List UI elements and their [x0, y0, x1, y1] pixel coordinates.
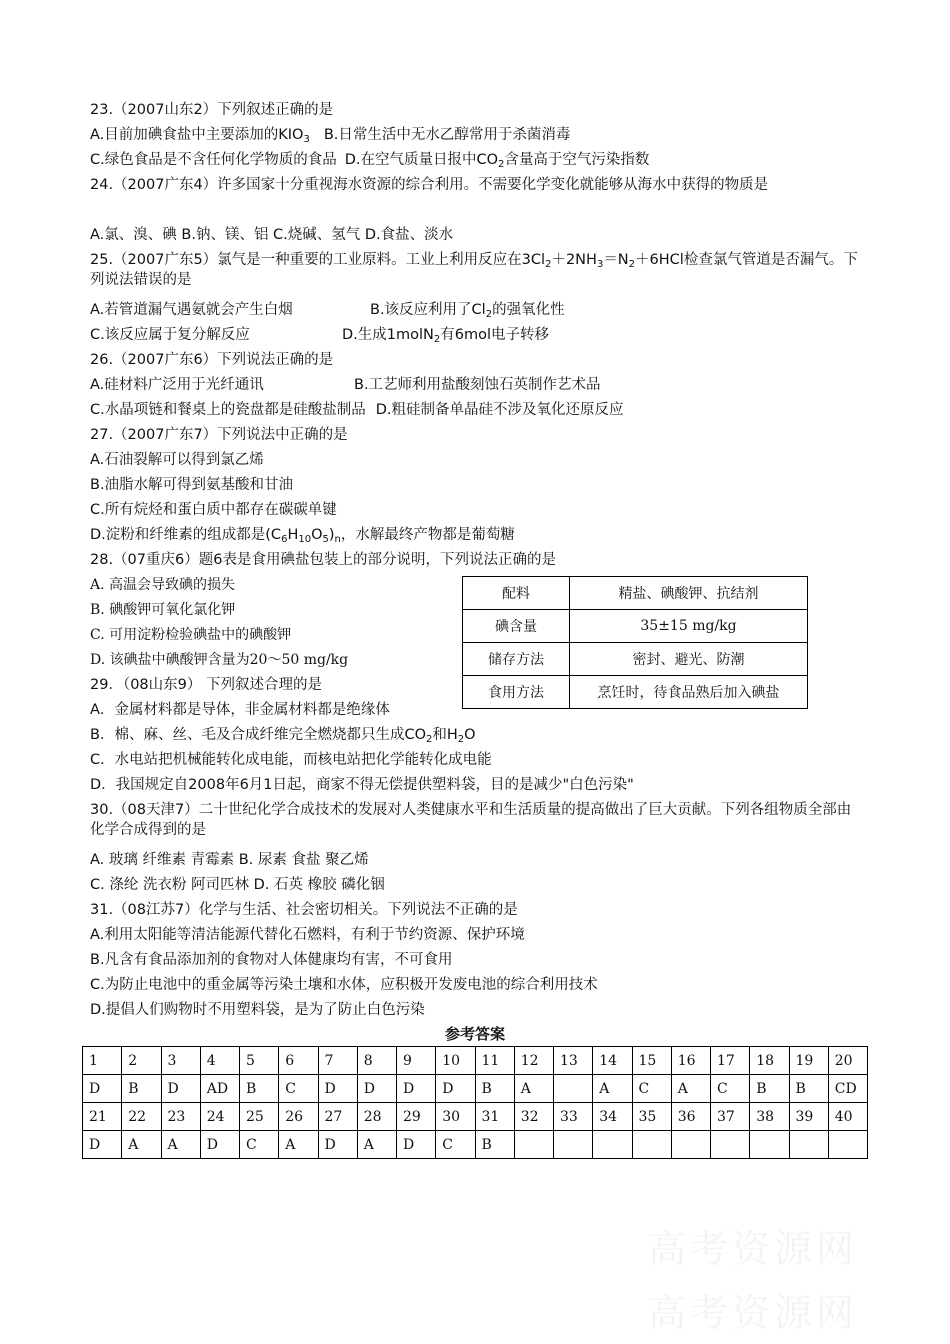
- iodized-salt-info-table: [462, 576, 808, 709]
- table-row: [463, 610, 808, 643]
- question-number-cell: 6: [279, 1047, 318, 1075]
- q24-stem: 24.（2007广东4）许多国家十分重视海水资源的综合利用。不需要化学变化就能够从海水中获得的物质是: [90, 177, 769, 193]
- q28-option-b: B. 碘酸钾可氧化氯化钾: [90, 602, 236, 618]
- question-number-cell: 37: [711, 1103, 750, 1131]
- table-cell-value: 密封、避光、防潮: [570, 643, 808, 676]
- table-row: [463, 577, 808, 610]
- answer-cell: [554, 1131, 593, 1159]
- q30-options-cd: C. 涤纶 洗衣粉 阿司匹林 D. 石英 橡胶 磷化铟: [90, 877, 385, 893]
- answer-cell: A: [671, 1075, 710, 1103]
- table-row: [83, 1103, 868, 1131]
- question-number-cell: 12: [514, 1047, 553, 1075]
- q27-stem: 27.（2007广东7）下列说法中正确的是: [90, 427, 348, 443]
- question-number-cell: 13: [554, 1047, 593, 1075]
- q31-option-b: B.凡含有食品添加剂的食物对人体健康均有害，不可食用: [90, 952, 453, 968]
- question-number-cell: 9: [397, 1047, 436, 1075]
- q29-option-a: A．金属材料都是导体，非金属材料都是绝缘体: [90, 702, 390, 718]
- answer-key-table: [82, 1046, 868, 1159]
- q27-option-c: C.所有烷烃和蛋白质中都存在碳碳单键: [90, 502, 337, 518]
- question-number-cell: 38: [750, 1103, 789, 1131]
- table-cell-key: 储存方法: [463, 643, 570, 676]
- q26-options-cd: C.水晶项链和餐桌上的瓷盘都是硅酸盐制品 D.粗硅制备单晶硅不涉及氧化还原反应: [90, 402, 624, 418]
- question-number-cell: 22: [122, 1103, 161, 1131]
- table-cell-value: 烹饪时，待食品熟后加入碘盐: [570, 676, 808, 709]
- question-number-cell: 3: [161, 1047, 200, 1075]
- question-number-cell: 14: [593, 1047, 632, 1075]
- answer-cell: B: [475, 1131, 514, 1159]
- question-number-cell: 11: [475, 1047, 514, 1075]
- table-cell-key: 配料: [463, 577, 570, 610]
- answer-cell: B: [240, 1075, 279, 1103]
- table-row: [83, 1047, 868, 1075]
- table-cell-key: 碘含量: [463, 610, 570, 643]
- q24-options: A.氯、溴、碘 B.钠、镁、铝 C.烧碱、氢气 D.食盐、淡水: [90, 227, 454, 243]
- question-number-cell: 24: [200, 1103, 239, 1131]
- answer-cell: C: [711, 1075, 750, 1103]
- answer-cell: [750, 1131, 789, 1159]
- q31-option-c: C.为防止电池中的重金属等污染土壤和水体，应积极开发废电池的综合利用技术: [90, 977, 598, 993]
- answer-cell: D: [357, 1075, 396, 1103]
- answer-cell: D: [200, 1131, 239, 1159]
- answer-cell: CD: [828, 1075, 867, 1103]
- answer-cell: A: [514, 1075, 553, 1103]
- table-row: [83, 1131, 868, 1159]
- q26-options-ab: A.硅材料广泛用于光纤通讯 B.工艺师利用盐酸刻蚀石英制作艺术品: [90, 377, 601, 393]
- answer-cell: D: [436, 1075, 475, 1103]
- answer-cell: A: [593, 1075, 632, 1103]
- question-number-cell: 39: [789, 1103, 828, 1131]
- answer-cell: C: [279, 1075, 318, 1103]
- q28-option-c: C. 可用淀粉检验碘盐中的碘酸钾: [90, 627, 292, 643]
- question-number-cell: 19: [789, 1047, 828, 1075]
- table-row: [463, 643, 808, 676]
- answer-key-title: 参考答案: [444, 1025, 505, 1043]
- q25-options-ab: A.若管道漏气遇氨就会产生白烟 B.该反应利用了$Cl_2$的强氧化性: [90, 302, 565, 320]
- q23-options-cd: C.绿色食品是不含任何化学物质的食品 D.在空气质量日报中$CO_2$含量高于空气污染指数: [90, 152, 650, 170]
- answer-cell: C: [240, 1131, 279, 1159]
- answer-cell: D: [83, 1131, 122, 1159]
- question-number-cell: 21: [83, 1103, 122, 1131]
- question-number-cell: 33: [554, 1103, 593, 1131]
- table-cell-value: 35±15 mg/kg: [570, 610, 808, 643]
- watermark-text: 高考资源网: [647, 1227, 858, 1271]
- answer-cell: [554, 1075, 593, 1103]
- answer-cell: D: [397, 1131, 436, 1159]
- q31-option-d: D.提倡人们购物时不用塑料袋，是为了防止白色污染: [90, 1002, 425, 1018]
- table-cell-value: 精盐、碘酸钾、抗结剂: [570, 577, 808, 610]
- q23-options-ab: A.目前加碘食盐中主要添加的$KIO_3$ B.日常生活中无水乙醇常用于杀菌消毒: [90, 127, 571, 145]
- question-number-cell: 26: [279, 1103, 318, 1131]
- answer-cell: [828, 1131, 867, 1159]
- q30-options-ab: A. 玻璃 纤维素 青霉素 B. 尿素 食盐 聚乙烯: [90, 852, 369, 868]
- answer-cell: [514, 1131, 553, 1159]
- answer-cell: AD: [200, 1075, 239, 1103]
- answer-cell: B: [789, 1075, 828, 1103]
- answer-cell: A: [122, 1131, 161, 1159]
- question-number-cell: 31: [475, 1103, 514, 1131]
- answer-cell: A: [357, 1131, 396, 1159]
- question-number-cell: 4: [200, 1047, 239, 1075]
- q29-option-d: D．我国规定自2008年6月1日起，商家不得无偿提供塑料袋，目的是减少"白色污染": [90, 777, 634, 793]
- question-number-cell: 18: [750, 1047, 789, 1075]
- answer-cell: D: [83, 1075, 122, 1103]
- q30-stem: 30.（08天津7）二十世纪化学合成技术的发展对人类健康水平和生活质量的提高做出了巨大贡献。下列各组物质全部由化学合成得到的是: [90, 802, 852, 838]
- table-row: [83, 1075, 868, 1103]
- table-row: [463, 676, 808, 709]
- q27-option-d: D.淀粉和纤维素的组成都是$(C_6H_{10}O_5)_n$，水解最终产物都是葡萄糖: [90, 527, 515, 545]
- question-number-cell: 20: [828, 1047, 867, 1075]
- q27-option-a: A.石油裂解可以得到氯乙烯: [90, 452, 264, 468]
- answer-cell: C: [632, 1075, 671, 1103]
- q27-option-b: B.油脂水解可得到氨基酸和甘油: [90, 477, 294, 493]
- answer-cell: B: [122, 1075, 161, 1103]
- question-number-cell: 30: [436, 1103, 475, 1131]
- answer-cell: [789, 1131, 828, 1159]
- q23-stem: 23.（2007山东2）下列叙述正确的是: [90, 102, 334, 118]
- table-cell-key: 食用方法: [463, 676, 570, 709]
- answer-cell: D: [161, 1075, 200, 1103]
- question-number-cell: 10: [436, 1047, 475, 1075]
- q28-stem: 28.（07重庆6）题6表是食用碘盐包装上的部分说明，下列说法正确的是: [90, 552, 556, 568]
- question-number-cell: 16: [671, 1047, 710, 1075]
- q26-stem: 26.（2007广东6）下列说法正确的是: [90, 352, 334, 368]
- question-number-cell: 17: [711, 1047, 750, 1075]
- question-number-cell: 27: [318, 1103, 357, 1131]
- q31-stem: 31.（08江苏7）化学与生活、社会密切相关。下列说法不正确的是: [90, 902, 518, 918]
- q29-stem: 29．（08山东9） 下列叙述合理的是: [90, 677, 322, 693]
- question-number-cell: 35: [632, 1103, 671, 1131]
- question-number-cell: 32: [514, 1103, 553, 1131]
- question-number-cell: 7: [318, 1047, 357, 1075]
- question-number-cell: 8: [357, 1047, 396, 1075]
- q31-option-a: A.利用太阳能等清洁能源代替化石燃料，有利于节约资源、保护环境: [90, 927, 525, 943]
- answer-cell: D: [318, 1075, 357, 1103]
- question-number-cell: 25: [240, 1103, 279, 1131]
- answer-cell: B: [750, 1075, 789, 1103]
- answer-cell: D: [397, 1075, 436, 1103]
- q25-options-cd: C.该反应属于复分解反应 D.生成1molN$_2$有6mol电子转移: [90, 327, 549, 345]
- question-number-cell: 23: [161, 1103, 200, 1131]
- answer-cell: [711, 1131, 750, 1159]
- watermark-text: 高考资源网: [647, 1291, 858, 1335]
- answer-cell: A: [161, 1131, 200, 1159]
- q28-option-d: D. 该碘盐中碘酸钾含量为20～50 mg/kg: [90, 652, 349, 668]
- question-number-cell: 1: [83, 1047, 122, 1075]
- question-number-cell: 29: [397, 1103, 436, 1131]
- answer-cell: D: [318, 1131, 357, 1159]
- answer-cell: A: [279, 1131, 318, 1159]
- question-number-cell: 40: [828, 1103, 867, 1131]
- q28-option-a: A. 高温会导致碘的损失: [90, 577, 236, 593]
- q25-stem: 25.（2007广东5）氯气是一种重要的工业原料。工业上利用反应在$3Cl_2+2NH_3=N_2+6HCl$检查氯气管道是否漏气。下列说法错误的是: [90, 252, 858, 288]
- answer-cell: [593, 1131, 632, 1159]
- q29-option-c: C．水电站把机械能转化成电能，而核电站把化学能转化成电能: [90, 752, 492, 768]
- question-number-cell: 28: [357, 1103, 396, 1131]
- question-number-cell: 34: [593, 1103, 632, 1131]
- q29-option-b: B．棉、麻、丝、毛及合成纤维完全燃烧都只生成$CO_2$和$H_2O$: [90, 727, 476, 745]
- answer-cell: B: [475, 1075, 514, 1103]
- question-number-cell: 36: [671, 1103, 710, 1131]
- question-number-cell: 5: [240, 1047, 279, 1075]
- answer-cell: [671, 1131, 710, 1159]
- question-number-cell: 2: [122, 1047, 161, 1075]
- question-number-cell: 15: [632, 1047, 671, 1075]
- answer-cell: [632, 1131, 671, 1159]
- answer-cell: C: [436, 1131, 475, 1159]
